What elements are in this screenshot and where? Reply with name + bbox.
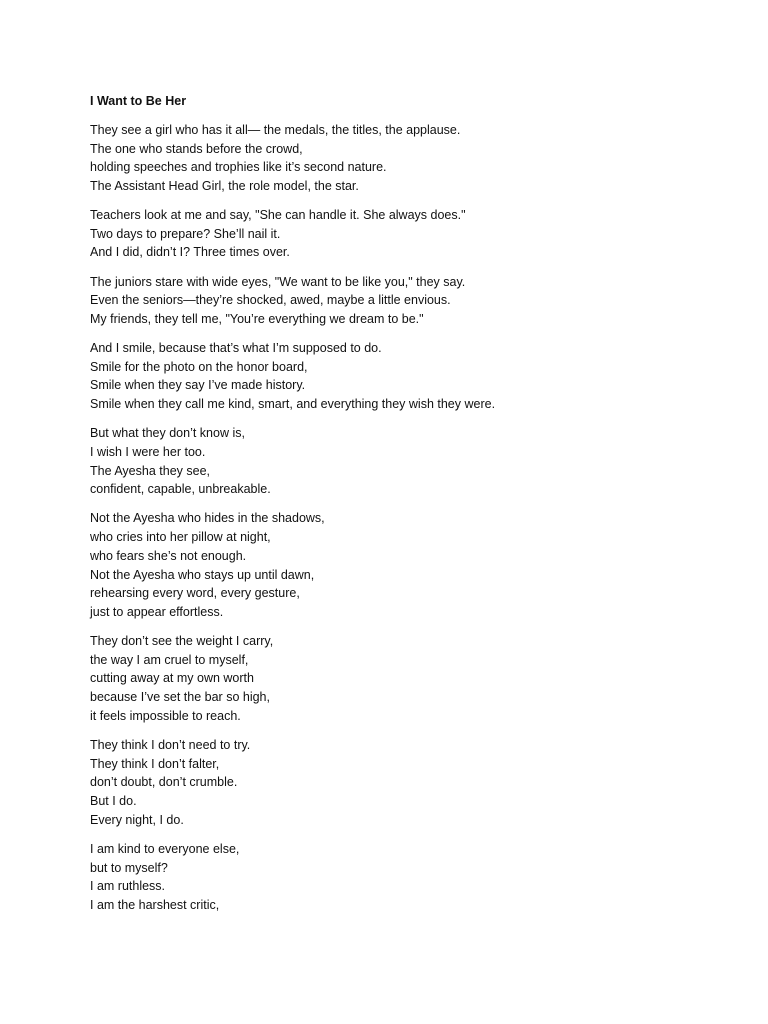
poem-line: Smile when they say I’ve made history. xyxy=(90,378,306,393)
poem-line: I am ruthless. xyxy=(90,879,166,894)
poem-line: Even the seniors—they’re shocked, awed, maybe a little envious. xyxy=(90,293,451,308)
poem-stanza xyxy=(90,509,730,621)
poem-stanza xyxy=(90,424,730,499)
poem-line: And I smile, because that’s what I’m supposed to do. xyxy=(90,341,382,355)
poem-line: but to myself? xyxy=(90,860,168,875)
poem-title: I Want to Be Her xyxy=(90,94,187,108)
poem-line: The Ayesha they see, xyxy=(90,463,210,478)
poem-line: Two days to prepare? She’ll nail it. xyxy=(90,226,281,241)
poem-line: The juniors stare with wide eyes, "We want to be like you," they say. xyxy=(90,274,466,289)
poem-line: the way I am cruel to myself, xyxy=(90,652,249,667)
poem-stanza xyxy=(90,632,730,726)
poem-stanza xyxy=(90,339,730,414)
poem-line: rehearsing every word, every gesture, xyxy=(90,586,300,601)
document-page xyxy=(90,92,730,925)
poem-stanza xyxy=(90,840,730,915)
poem-line: cutting away at my own worth xyxy=(90,671,254,686)
poem-line: Teachers look at me and say, "She can handle it. She always does." xyxy=(90,208,466,222)
poem-line: I am the harshest critic, xyxy=(90,897,220,912)
poem-line: don’t doubt, don’t crumble. xyxy=(90,775,238,790)
poem-line: who cries into her pillow at night, xyxy=(90,530,271,545)
poem-line: They don’t see the weight I carry, xyxy=(90,634,274,649)
poem-line: They think I don’t need to try. xyxy=(90,737,251,752)
poem-line: Smile when they call me kind, smart, and everything they wish they were. xyxy=(90,397,496,412)
poem-line: holding speeches and trophies like it’s second nature. xyxy=(90,160,387,175)
poem-line: The one who stands before the crowd, xyxy=(90,141,303,156)
poem-body xyxy=(90,121,730,915)
poem-line: Not the Ayesha who stays up until dawn, xyxy=(90,567,315,582)
poem-line: confident, capable, unbreakable. xyxy=(90,482,271,497)
poem-line: just to appear effortless. xyxy=(90,604,224,619)
poem-line: Every night, I do. xyxy=(90,812,184,827)
poem-line: They think I don’t falter, xyxy=(90,756,220,771)
poem-line: They see a girl who has it all— the medals, the titles, the applause. xyxy=(90,122,461,137)
poem-line: I wish I were her too. xyxy=(90,444,206,459)
poem-line: I am kind to everyone else, xyxy=(90,841,240,856)
poem-line: it feels impossible to reach. xyxy=(90,708,241,723)
poem-stanza xyxy=(90,121,730,196)
poem-line: But I do. xyxy=(90,794,137,809)
poem-line: But what they don’t know is, xyxy=(90,426,245,441)
poem-line: Smile for the photo on the honor board, xyxy=(90,359,308,374)
poem-line: because I’ve set the bar so high, xyxy=(90,690,270,705)
poem-stanza xyxy=(90,273,730,329)
poem-line: My friends, they tell me, "You’re everything we dream to be." xyxy=(90,311,424,326)
poem-line: who fears she’s not enough. xyxy=(90,548,247,563)
poem-line: The Assistant Head Girl, the role model, the star. xyxy=(90,178,359,193)
poem-line: And I did, didn’t I? Three times over. xyxy=(90,245,290,260)
poem-stanza xyxy=(90,206,730,262)
poem-line: Not the Ayesha who hides in the shadows, xyxy=(90,511,325,526)
poem-stanza xyxy=(90,736,730,830)
